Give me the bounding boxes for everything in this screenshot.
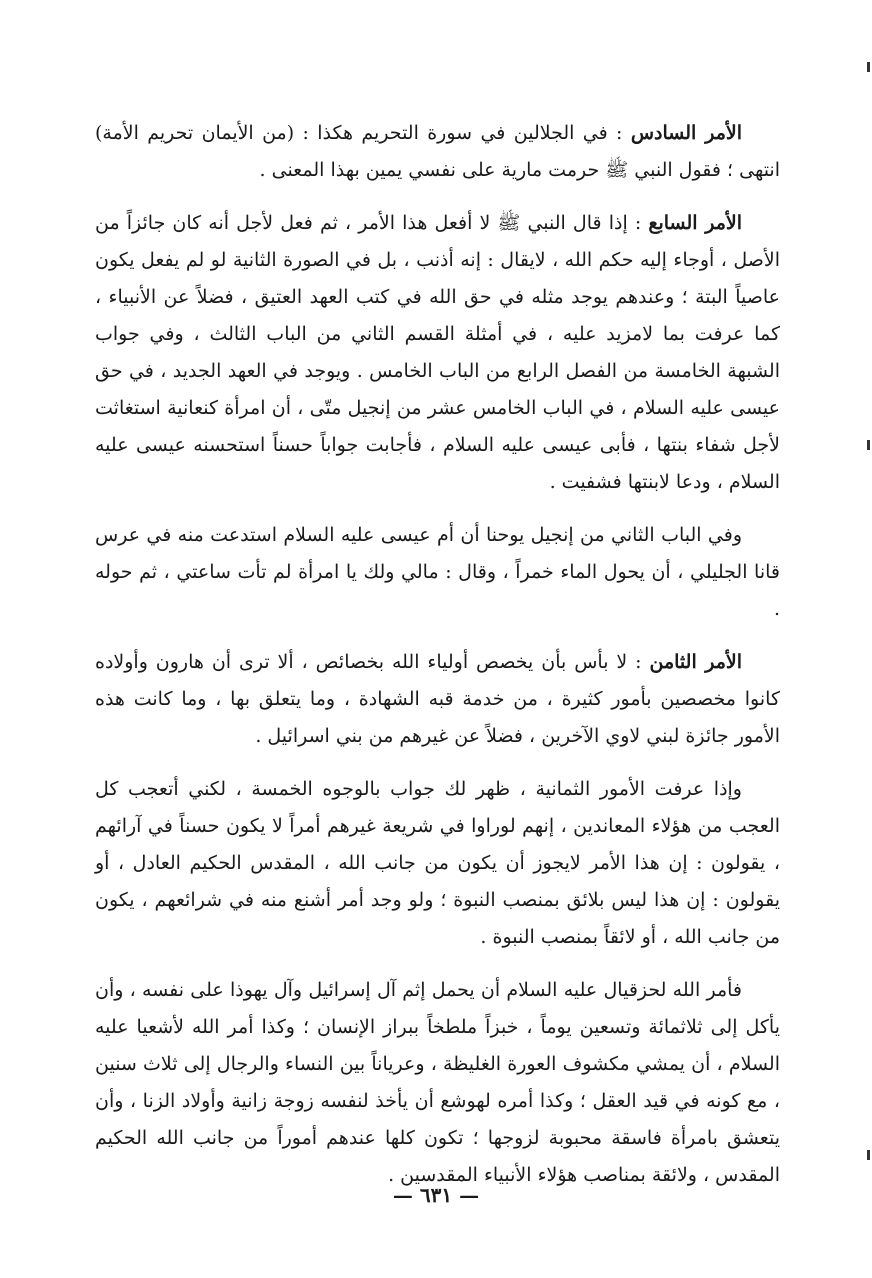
paragraph-2 [95,205,780,501]
paragraph-text: فأمر الله لحزقيال عليه السلام أن يحمل إثم آل إسرائيل وآل يهوذا على نفسه ، وأن يأكل إلى ثلاثمائة وتسعين يوماً ، خبزاً ملطخاً ببراز الإنسان ؛ وكذا أمر الله لأشعيا عليه السلام ، أن يمشي مكشوف العورة الغليظة ، وعرياناً بين النساء والرجال إلى ثلاث سنين ، مع كونه في قيد العقل ؛ وكذا أمره لهوشع أن يأخذ لنفسه زوجة زانية وأولاد الزنا ، وأن يتعشق بامرأة فاسقة محبوبة لزوجها ؛ تكون كلها عندهم أموراً من جانب الله الحكيم المقدس ، ولائقة بمناصب هؤلاء الأنبياء المقدسين . [95,979,780,1186]
paragraph-text: وإذا عرفت الأمور الثمانية ، ظهر لك جواب بالوجوه الخمسة ، لكني أتعجب كل العجب من هؤلاء المعاندين ، إنهم لوراوا في شريعة غيرهم أمراً لا يكون حسناً في آرائهم ، يقولون : إن هذا الأمر لايجوز أن يكون من جانب الله ، المقدس الحكيم العادل ، أو يقولون : إن هذا ليس بلائق بمنصب النبوة ؛ ولو وجد أمر أشنع منه في شرائعهم ، يكون من جانب الله ، أو لائقاً بمنصب النبوة . [95,778,780,948]
paragraph-6 [95,972,780,1194]
paragraph-heading: الأمر الثامن [649,651,743,673]
paragraph-text: : في الجلالين في سورة التحريم هكذا : (من الأيمان تحريم الأمة) انتهى ؛ فقول النبي ﷺ حرمت مارية على نفسي يمين بهذا المعنى . [95,122,780,181]
body-text [95,115,780,1210]
paragraph-5 [95,771,780,956]
page-number: — ٦٣١ — [392,1183,480,1207]
scan-edge-mark [867,1150,870,1160]
paragraph-heading: الأمر السابع [648,212,742,234]
scan-edge-mark [867,62,870,72]
paragraph-text: : لا بأس بأن يخصص أولياء الله بخصائص ، ألا ترى أن هارون وأولاده كانوا مخصصين بأمور كثيرة ، من خدمة قبه الشهادة ، وما يتعلق بها ، وما كانت هذه الأمور جائزة لبني لاوي الآخرين ، فضلاً عن غيرهم من بني اسرائيل . [95,651,780,747]
paragraph-1 [95,115,780,189]
paragraph-text: : إذا قال النبي ﷺ لا أفعل هذا الأمر ، ثم فعل لأجل أنه كان جائزاً من الأصل ، أوجاء إليه حكم الله ، لايقال : إنه أذنب ، بل في الصورة الثانية لو لم يفعل يكون عاصياً البتة ؛ وعندهم يوجد مثله في حق الله في كتب العهد العتيق ، فضلاً عن الأنبياء ، كما عرفت بما لامزيد عليه ، في أمثلة القسم الثاني من الباب الثالث ، وفي جواب الشبهة الخامسة من الفصل الرابع من الباب الخامس . ويوجد في العهد الجديد ، في حق عيسى عليه السلام ، في الباب الخامس عشر من إنجيل متّى ، أن امرأة كنعانية استغاثت لأجل شفاء بنتها ، فأبى عيسى عليه السلام ، فأجابت جواباً حسناً استحسنه عيسى عليه السلام ، ودعا لابنتها فشفيت . [95,212,780,493]
paragraph-text: وفي الباب الثاني من إنجيل يوحنا أن أم عيسى عليه السلام استدعت منه في عرس قانا الجليلي ، أن يحول الماء خمراً ، وقال : مالي ولك يا امرأة لم تأت ساعتي ، ثم حوله . [95,524,780,620]
paragraph-4 [95,644,780,755]
paragraph-3 [95,517,780,628]
paragraph-heading: الأمر السادس [630,122,742,144]
scan-edge-mark [867,440,870,450]
